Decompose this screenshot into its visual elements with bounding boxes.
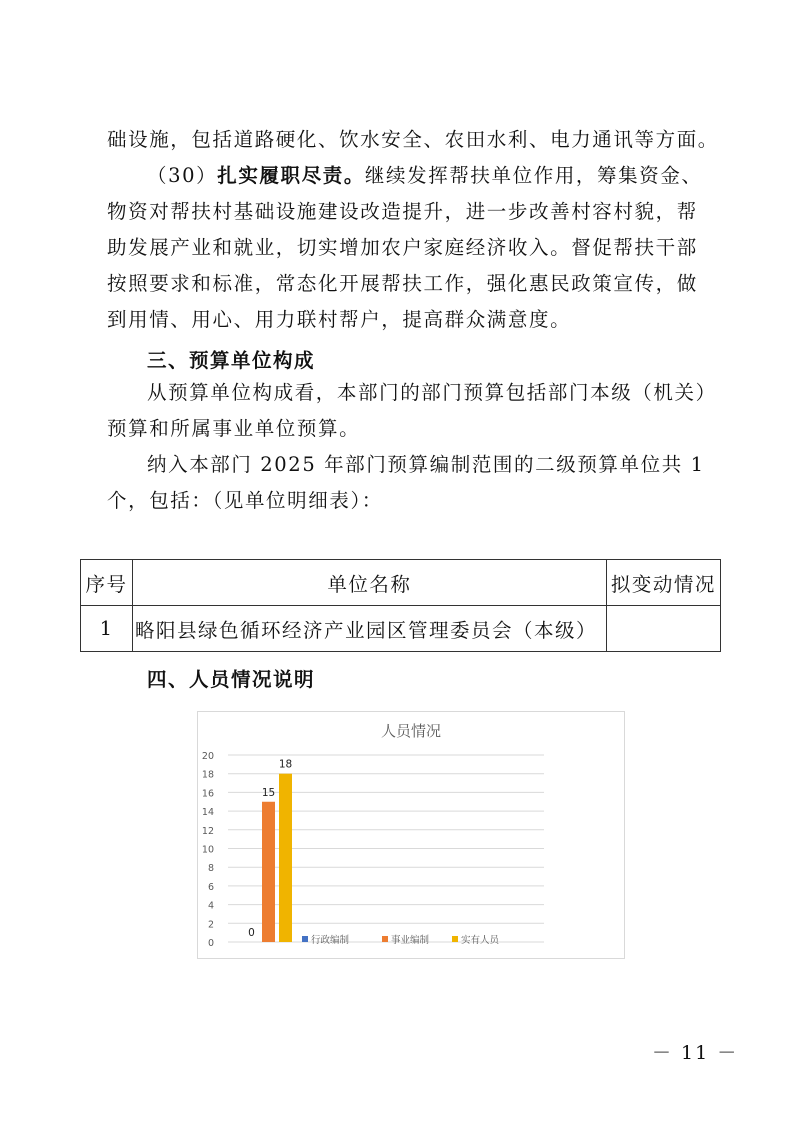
y-tick-label: 14 [201,807,214,819]
header-unit-name: 单位名称 [133,560,607,606]
paragraph-1-line-1: 础设施，包括道路硬化、饮水安全、农田水利、电力通讯等方面。 [107,128,719,151]
y-tick-label: 10 [201,844,214,856]
unit-table [80,559,721,652]
data-label: 15 [261,786,276,799]
paragraph-3-line-2: 预算和所属事业单位预算。 [107,417,361,440]
y-tick-label: 8 [207,863,214,875]
cell-index: 1 [81,606,133,652]
section-3-heading: 三、预算单位构成 [147,349,316,372]
paragraph-2-line-4: 按照要求和标准，常态化开展帮扶工作，强化惠民政策宣传，做 [107,272,698,295]
chart-legend [302,934,501,946]
y-tick-label: 12 [201,825,214,837]
staff-chart [197,711,625,959]
paragraph-2-line-2: 物资对帮扶村基础设施建设改造提升，进一步改善村容村貌，帮 [107,200,698,223]
bar-2 [262,802,275,942]
data-label: 0 [248,927,255,939]
chart-gridlines [228,755,544,942]
legend-label: 实有人员 [461,935,500,946]
bar-3 [279,774,292,942]
y-tick-label: 20 [201,751,214,762]
legend-swatch [452,936,458,942]
cell-change [606,606,720,652]
y-tick-label: 6 [207,881,214,893]
chart-bars [262,774,292,942]
y-tick-label: 16 [201,788,214,800]
item-number: （30） [147,164,218,187]
staff-chart-svg [198,712,624,958]
legend-label: 行政编制 [311,935,350,946]
header-change: 拟变动情况 [606,560,720,606]
section-4-heading: 四、人员情况说明 [147,668,316,691]
header-index: 序号 [81,560,133,606]
data-label: 18 [278,758,293,771]
chart-title: 人员情况 [380,722,442,740]
table-header-row [81,560,721,606]
cell-unit-name: 略阳县绿色循环经济产业园区管理委员会（本级） [133,606,607,652]
item-title: 扎实履职尽责。 [217,164,365,187]
y-tick-label: 0 [207,938,214,949]
legend-label: 事业编制 [391,935,430,946]
y-tick-label: 2 [207,919,214,931]
page-number: － 11 － [652,1042,739,1064]
table-row [81,606,721,652]
legend-swatch [302,936,308,942]
y-tick-label: 18 [201,769,214,781]
item-text: 继续发挥帮扶单位作用，筹集资金、 [364,164,703,187]
paragraph-2-line-1 [147,164,703,188]
paragraph-2-line-3: 助发展产业和就业，切实增加农户家庭经济收入。督促帮扶干部 [107,236,698,259]
paragraph-2-line-5: 到用情、用心、用力联村帮户，提高群众满意度。 [107,308,572,331]
paragraph-4-line-2: 个，包括：（见单位明细表）： [107,489,383,512]
chart-y-axis [202,751,214,949]
paragraph-3-line-1: 从预算单位构成看，本部门的部门预算包括部门本级（机关） [147,381,717,404]
paragraph-4-line-1: 纳入本部门 2025 年部门预算编制范围的二级预算单位共 1 [147,453,705,476]
y-tick-label: 4 [207,900,214,912]
legend-swatch [382,936,388,942]
